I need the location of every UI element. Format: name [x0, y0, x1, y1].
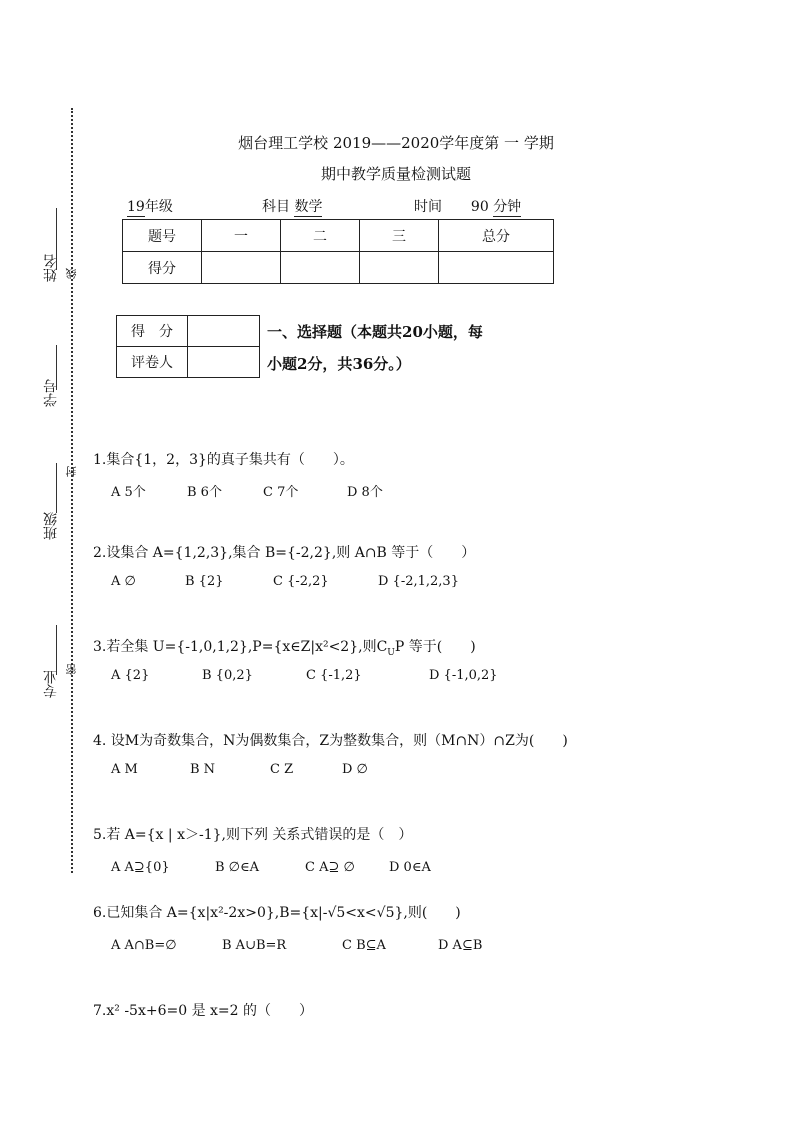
class-label: 班级: [43, 512, 59, 540]
option[interactable]: C {-1,2}: [306, 668, 362, 683]
score-table-header-row: [123, 220, 554, 252]
class-underline: [56, 463, 57, 513]
seal-line-char: 线: [65, 268, 78, 279]
score-table: [122, 219, 554, 284]
question-4-options: [111, 762, 368, 777]
score-cell-3[interactable]: [360, 252, 439, 284]
subject-field: [262, 196, 322, 216]
major-label: 专业: [43, 670, 59, 698]
time-value: 90: [470, 199, 489, 215]
question-3-options: [111, 668, 498, 683]
option[interactable]: C 7个: [263, 485, 299, 500]
grader-score-label: 得 分: [117, 316, 188, 347]
option[interactable]: B 6个: [187, 485, 222, 500]
option[interactable]: D 0∈A: [389, 860, 431, 875]
exam-title: 烟台理工学校 2019——2020学年度第 一 学期: [238, 134, 554, 152]
option[interactable]: D {-2,1,2,3}: [378, 574, 459, 589]
question-4-stem: 4. 设M为奇数集合，N为偶数集合，Z为整数集合，则（M∩N）∩Z为( ): [93, 733, 568, 749]
grade-value: 19: [127, 199, 145, 215]
score-cell-1[interactable]: [202, 252, 281, 284]
grader-table: [116, 315, 260, 378]
grade-label: 年级: [144, 199, 173, 215]
option[interactable]: D 8个: [347, 485, 383, 500]
score-table-score-row: [123, 252, 554, 284]
seal-close-char: 密: [65, 664, 78, 675]
option[interactable]: D A⊆B: [438, 938, 483, 953]
question-3-stem-a: 3.若全集 U={-1,0,1,2},P={x∈Z|x²<2},则C: [93, 639, 388, 655]
question-6-stem: 6.已知集合 A={x|x²-2x>0},B={x|-√5<x<√5},则( ): [93, 905, 461, 921]
subject-label: 科目: [262, 199, 290, 215]
option[interactable]: B ∅∈A: [215, 860, 260, 875]
seal-seal-char: 封: [65, 466, 78, 477]
question-1-stem: 1.集合{1，2，3}的真子集共有（ ）。: [93, 452, 354, 468]
grader-name-cell[interactable]: [188, 347, 260, 378]
option[interactable]: C A⊇ ∅: [305, 860, 355, 875]
time-label: 时间: [414, 199, 442, 215]
option[interactable]: A {2}: [111, 668, 150, 683]
major-underline: [56, 625, 57, 675]
option[interactable]: D {-1,0,2}: [429, 668, 498, 683]
option[interactable]: D ∅: [342, 762, 368, 777]
grader-name-label: 评卷人: [117, 347, 188, 378]
option[interactable]: C Z: [270, 762, 294, 777]
question-2-stem: 2.设集合 A={1,2,3},集合 B={-2,2},则 A∩B 等于（ ）: [93, 545, 476, 561]
score-table-header: 三: [360, 220, 439, 252]
exam-subtitle: 期中教学质量检测试题: [320, 165, 471, 183]
option[interactable]: A 5个: [111, 485, 146, 500]
question-6-options: [111, 938, 482, 953]
grader-score-cell[interactable]: [188, 316, 260, 347]
score-table-header: 一: [202, 220, 281, 252]
option[interactable]: A A⊇{0}: [111, 860, 170, 875]
score-cell-2[interactable]: [281, 252, 360, 284]
time-field: [414, 196, 521, 216]
question-5-stem: 5.若 A={x | x＞-1},则下列 关系式错误的是（ ）: [93, 827, 413, 843]
name-label: 姓名: [43, 254, 59, 282]
question-1-options: [111, 481, 383, 500]
subject-value: 数学: [294, 199, 323, 215]
score-table-header: 二: [281, 220, 360, 252]
option[interactable]: B {2}: [185, 574, 224, 589]
question-7-stem: 7.x² -5x+6=0 是 x=2 的（ ）: [93, 1003, 314, 1019]
grade-field: [127, 196, 173, 216]
score-table-header: 总分: [439, 220, 554, 252]
option[interactable]: B N: [190, 762, 216, 777]
binding-dotted-line: [71, 108, 73, 873]
time-unit: 分钟: [493, 199, 522, 215]
option[interactable]: A A∩B=∅: [111, 938, 177, 953]
option[interactable]: A M: [111, 762, 138, 777]
option[interactable]: A ∅: [111, 574, 136, 589]
score-table-header: 题号: [123, 220, 202, 252]
section-heading-line1: 一、选择题（本题共20小题，每: [267, 323, 483, 341]
section-heading-line2: 小题2分，共36分。）: [267, 355, 411, 373]
score-row-label: 得分: [123, 252, 202, 284]
option[interactable]: C B⊆A: [342, 938, 386, 953]
number-label: 学号: [43, 379, 59, 407]
question-3-stem-b: P 等于( ): [394, 639, 476, 655]
question-2-options: [111, 574, 459, 589]
score-cell-total[interactable]: [439, 252, 554, 284]
question-5-options: [111, 860, 431, 875]
question-3-stem: [93, 636, 476, 658]
option[interactable]: C {-2,2}: [273, 574, 329, 589]
question-3-stem-sub: U: [387, 647, 395, 658]
option[interactable]: B {0,2}: [202, 668, 253, 683]
option[interactable]: B A∪B=R: [222, 938, 287, 953]
